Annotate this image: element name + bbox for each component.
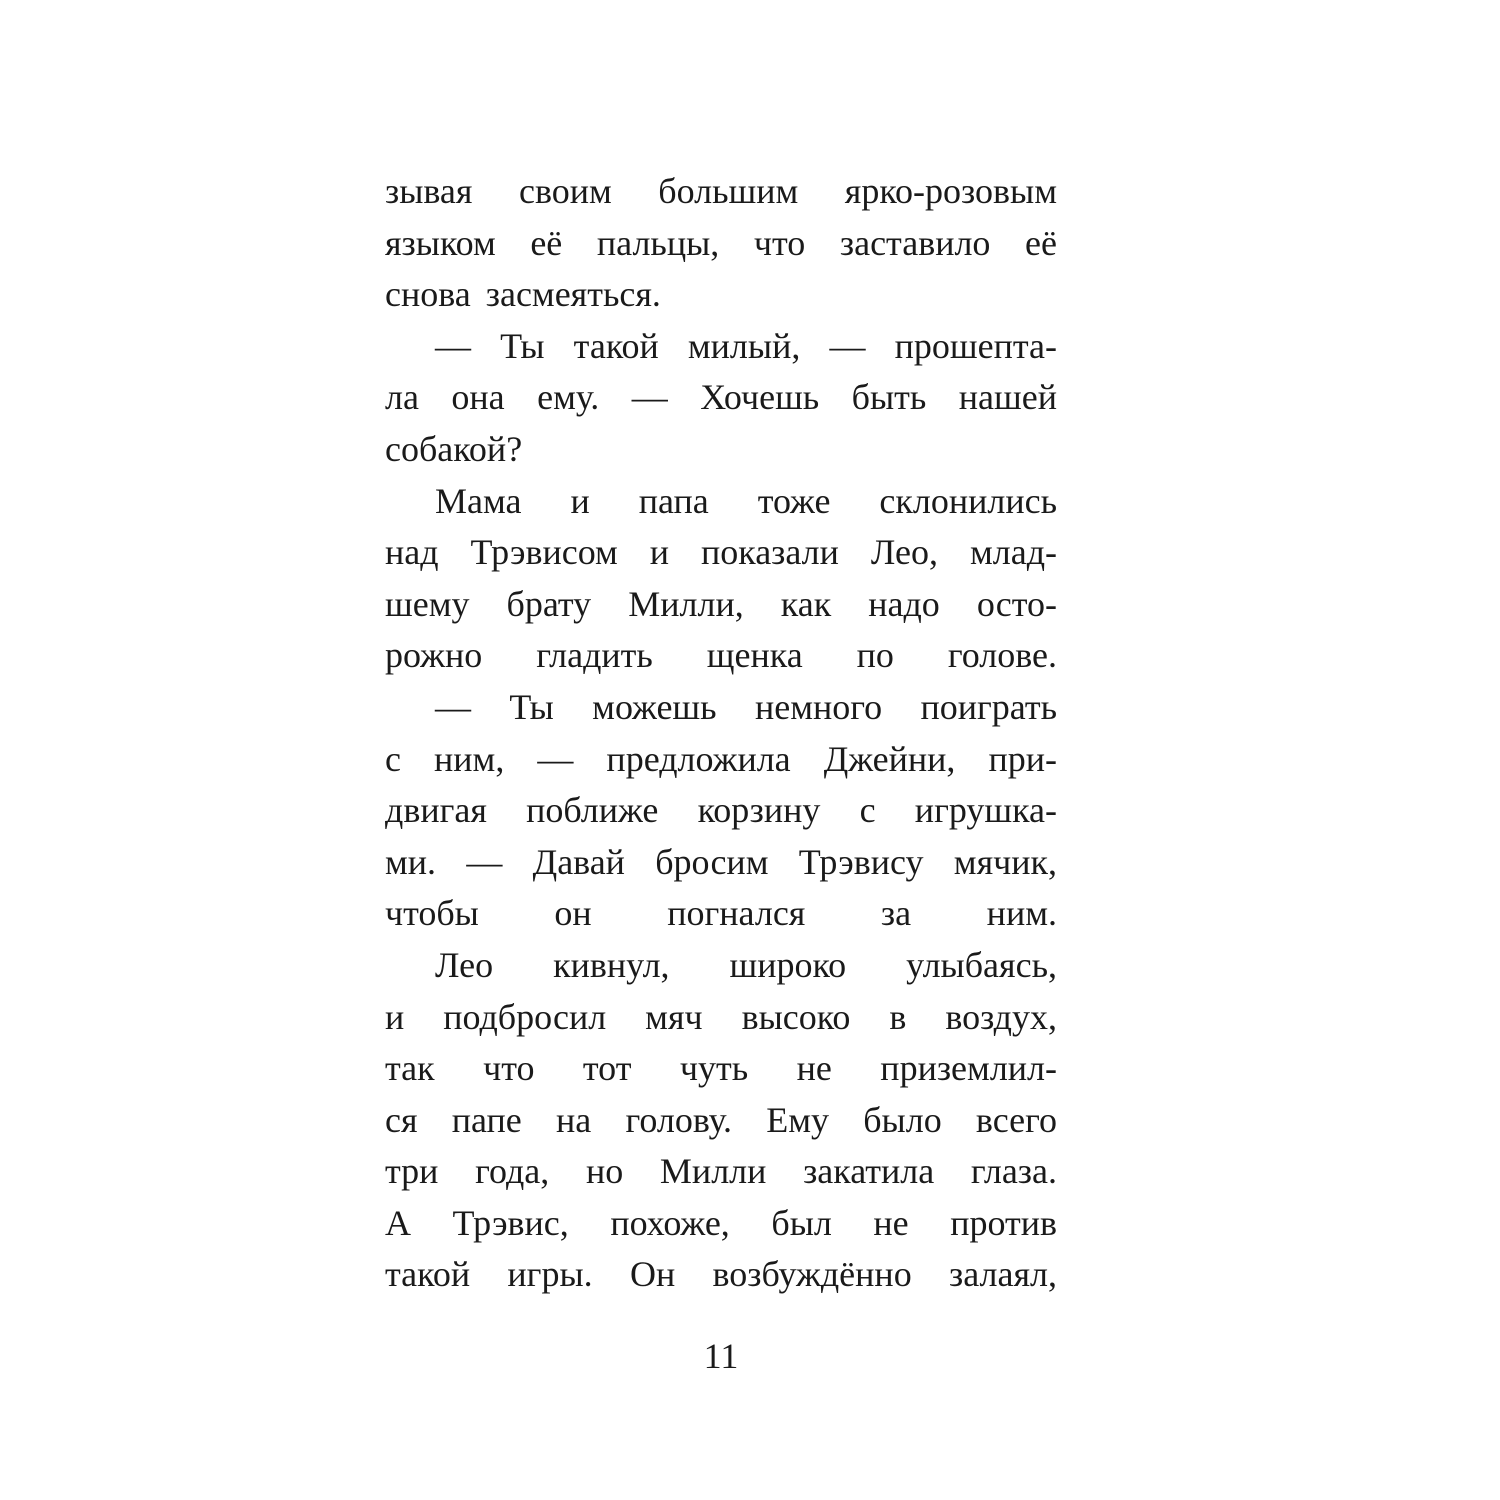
- page-number: 11: [703, 1336, 739, 1376]
- text-line: собакой?: [385, 428, 523, 469]
- text-line: зывая своим большим ярко-розовым: [385, 171, 1057, 211]
- text-line: такой игры. Он возбуждённо залаял,: [385, 1254, 1057, 1295]
- text-line: три года, но Милли закатила глаза.: [385, 1151, 1057, 1192]
- text-line: над Трэвисом и показали Лео, млад-: [385, 532, 1057, 573]
- text-line: — Ты можешь немного поиграть: [435, 686, 1057, 727]
- text-line: рожно гладить щенка по голове.: [385, 635, 1057, 676]
- text-line: А Трэвис, похоже, был не против: [385, 1202, 1057, 1243]
- text-line: шему брату Милли, как надо осто-: [385, 583, 1057, 624]
- text-line: — Ты такой милый, — прошепта-: [435, 325, 1057, 366]
- body-text: [385, 166, 1057, 1301]
- text-line: двигая поближе корзину с игрушка-: [385, 790, 1057, 831]
- text-line: и подбросил мяч высоко в воздух,: [385, 996, 1057, 1037]
- text-line: ся папе на голову. Ему было всего: [385, 1099, 1057, 1140]
- text-line: языком её пальцы, что заставило её: [385, 222, 1057, 263]
- text-line: с ним, — предложила Джейни, при-: [385, 738, 1057, 779]
- text-line: так что тот чуть не приземлил-: [385, 1048, 1057, 1089]
- text-line: ла она ему. — Хочешь быть нашей: [385, 377, 1057, 418]
- text-line: Лео кивнул, широко улыбаясь,: [435, 944, 1057, 985]
- text-line: Мама и папа тоже склонились: [435, 480, 1057, 521]
- text-line: ми. — Давай бросим Трэвису мячик,: [385, 841, 1057, 882]
- text-line: снова засмеяться.: [385, 274, 661, 315]
- text-line: чтобы он погнался за ним.: [385, 893, 1057, 934]
